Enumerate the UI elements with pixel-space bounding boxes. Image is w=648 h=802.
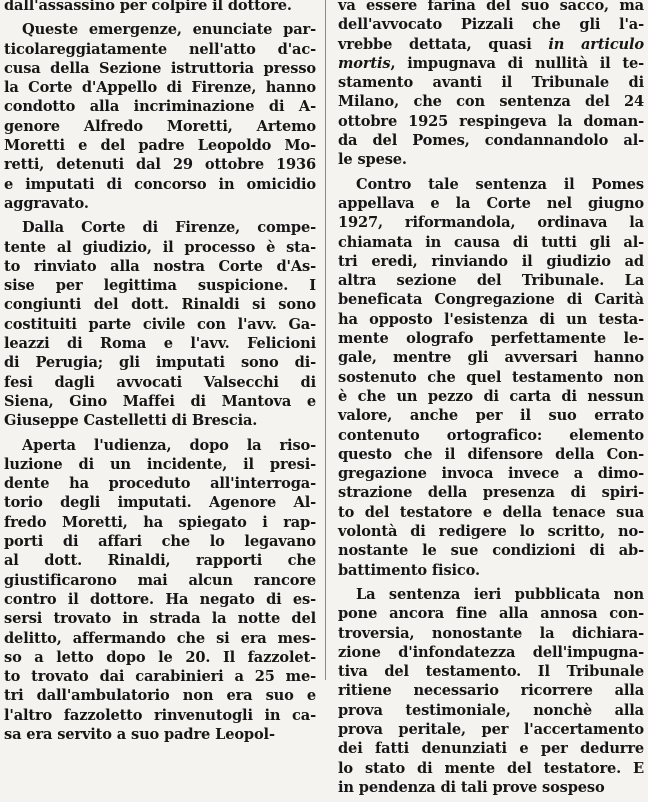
text-line: genore Alfredo Moretti, Artemo	[4, 117, 316, 135]
text-line: chiamata in causa di tutti gli al-	[338, 233, 644, 251]
text-line: to rinviato alla nostra Corte d'As-	[4, 257, 316, 275]
text-line: 1927, riformandola, ordinava la	[338, 214, 644, 232]
text-line: aggravato.	[4, 194, 89, 212]
text-line: battimento fisico.	[338, 561, 480, 579]
text-line: contro il dottore. Ha negato di es-	[4, 590, 316, 608]
text-line: l'altro fazzoletto rinvenutogli in ca-	[4, 706, 316, 724]
text-line: beneficata Congregazione di Carità	[338, 291, 644, 309]
text-line: questo che il difensore della Con-	[338, 445, 644, 463]
text-line: to trovato dai carabinieri a 25 me-	[4, 668, 316, 686]
paragraph	[4, 0, 316, 15]
text-line: condotto alla incriminazione di A-	[4, 98, 316, 116]
text-line: nostante le sue condizioni di ab-	[338, 542, 644, 560]
text-line: strazione della presenza di spiri-	[338, 484, 644, 502]
column-rule	[325, 0, 326, 680]
text-line: ha opposto l'esistenza di un testa-	[338, 310, 644, 328]
paragraph	[338, 175, 644, 580]
text-line: la Corte d'Appello di Firenze, hanno	[4, 79, 316, 97]
text-line: Queste emergenze, enunciate par-	[22, 21, 316, 39]
text-line: di Perugia; gli imputati sono di-	[4, 354, 316, 372]
text-line: prova testimoniale, nonchè alla	[338, 701, 644, 719]
text-line: fredo Moretti, ha spiegato i rap-	[4, 513, 316, 531]
paragraph	[338, 585, 644, 797]
text-line: prova peritale, per l'accertamento	[338, 720, 644, 738]
text-column-right	[338, 0, 644, 802]
text-line: Dalla Corte di Firenze, compe-	[22, 219, 316, 237]
text-line: dei fatti denunziati e per dedurre	[338, 740, 644, 758]
text-line: contenuto ortografico: elemento	[338, 426, 644, 444]
text-line: volontà di redigere lo scritto, no-	[338, 523, 644, 541]
text-line: lo stato di mente del testatore. E	[338, 759, 644, 777]
text-line: le spese.	[338, 151, 407, 169]
text-column-left	[4, 0, 316, 749]
text-line: dente ha proceduto all'interroga-	[4, 475, 316, 493]
text-line: so a letto dopo le 20. Il fazzolet-	[4, 648, 316, 666]
text-line: da del Pomes, condannandolo al-	[338, 132, 644, 150]
text-line: pone ancora fine alla annosa con-	[338, 605, 644, 623]
text-line: è che un pezzo di carta di nessun	[338, 387, 644, 405]
text-line: Giuseppe Castelletti di Brescia.	[4, 412, 258, 430]
text-line: Contro tale sentenza il Pomes	[356, 175, 644, 193]
text-line: mortis, impugnava di nullità il te-	[338, 54, 644, 72]
paragraph	[338, 0, 644, 170]
text-line: ticolareggiatamente nell'atto d'ac-	[4, 40, 316, 58]
text-line: va essere farina del suo sacco, ma	[338, 0, 644, 14]
text-line: gregazione invoca invece a dimo-	[338, 465, 644, 483]
text-line: dell'avvocato Pizzali che gli l'a-	[338, 16, 644, 34]
text-line: congiunti del dott. Rinaldi si sono	[4, 296, 316, 314]
text-line: costituiti parte civile con l'avv. Ga-	[4, 315, 316, 333]
text-line: tiva del testamento. Il Tribunale	[338, 663, 644, 681]
text-line: al dott. Rinaldi, rapporti che	[4, 552, 316, 570]
text-line: dall'assassino per colpire il dottore.	[4, 0, 292, 14]
text-line: sa era servito a suo padre Leopol-	[4, 725, 275, 743]
text-line: mente olografo perfettamente le-	[338, 330, 644, 348]
text-line: tri eredi, rinviando il giudizio ad	[338, 252, 644, 270]
text-line: Siena, Gino Maffei di Mantova e	[4, 392, 316, 410]
text-line: cusa della Sezione istruttoria presso	[4, 59, 316, 77]
text-line: fesi dagli avvocati Valsecchi di	[4, 373, 316, 391]
text-line: tente al giudizio, il processo è sta-	[4, 238, 316, 256]
paragraph	[4, 436, 316, 745]
text-line: troversia, nonostante la dichiara-	[338, 624, 644, 642]
text-line: to del testatore e della tenace sua	[338, 503, 644, 521]
text-line: delitto, affermando che si era mes-	[4, 629, 316, 647]
text-line: sersi trovato in strada la notte del	[4, 610, 316, 628]
text-line: tri dall'ambulatorio non era suo e	[4, 687, 316, 705]
text-line: Moretti e del padre Leopoldo Mo-	[4, 137, 316, 155]
text-line: e imputati di concorso in omicidio	[4, 175, 316, 193]
text-line: ritiene necessario ricorrere alla	[338, 682, 644, 700]
text-line: altra sezione del Tribunale. La	[338, 272, 644, 290]
text-line: ottobre 1925 respingeva la doman-	[338, 112, 644, 130]
text-line: in pendenza di tali prove sospeso	[338, 778, 605, 796]
text-line: Milano, che con sentenza del 24	[338, 93, 644, 111]
text-line: stamento avanti il Tribunale di	[338, 74, 644, 92]
paragraph	[4, 20, 316, 213]
text-line: vrebbe dettata, quasi in articulo	[338, 35, 644, 53]
text-line: leazzi di Roma e l'avv. Felicioni	[4, 335, 316, 353]
paragraph	[4, 218, 316, 430]
text-line: zione d'infondatezza dell'impugna-	[338, 643, 644, 661]
text-line: giustificarono mai alcun rancore	[4, 571, 316, 589]
text-line: porti di affari che lo legavano	[4, 533, 316, 551]
text-line: appellava e la Corte nel giugno	[338, 194, 644, 212]
text-line: sostenuto che quel testamento non	[338, 368, 644, 386]
text-line: sise per legittima suspicione. I	[4, 277, 316, 295]
text-line: La sentenza ieri pubblicata non	[356, 585, 644, 603]
text-line: gale, mentre gli avversari hanno	[338, 349, 644, 367]
text-line: torio degli imputati. Agenore Al-	[4, 494, 316, 512]
text-line: retti, detenuti dal 29 ottobre 1936	[4, 156, 316, 174]
text-line: valore, anche per il suo errato	[338, 407, 644, 425]
text-line: luzione di un incidente, il presi-	[4, 455, 316, 473]
text-line: Aperta l'udienza, dopo la riso-	[22, 436, 316, 454]
